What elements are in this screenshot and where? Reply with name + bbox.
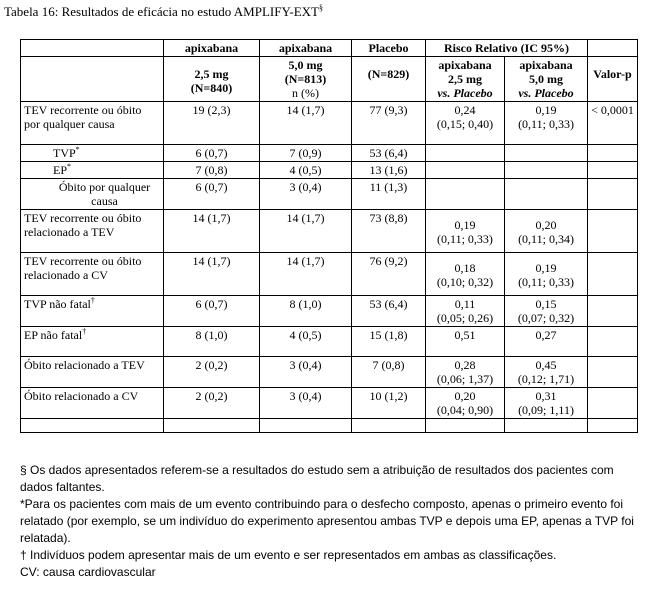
empty-cell — [352, 419, 426, 433]
footnote-mark: † — [90, 296, 95, 305]
table-row-empty — [21, 419, 638, 433]
rr2-line2: 5,0 mg — [529, 72, 563, 86]
cell-rr2: 0,15 (0,07; 0,32) — [505, 296, 588, 327]
cell-pvalue — [588, 145, 638, 162]
cell-rr1: 0,20 (0,04; 0,90) — [426, 388, 505, 419]
cell-apix25: 14 (1,7) — [164, 210, 260, 253]
cell-rr2: 0,19 (0,11; 0,33) — [505, 102, 588, 145]
rr1-line3: vs. Placebo — [437, 86, 493, 100]
footnote-mark: † — [82, 327, 87, 336]
row-label: TEV recorrente ou óbito relacionado a TEV — [21, 210, 164, 253]
cell-rr1: 0,24 (0,15; 0,40) — [426, 102, 505, 145]
row-label: Óbito relacionado a CV — [21, 388, 164, 419]
cell-rr2 — [505, 179, 588, 210]
cell-apix25: 6 (0,7) — [164, 296, 260, 327]
rr1-line1: apixabana — [438, 58, 492, 72]
caption-footnote-mark: § — [319, 3, 323, 13]
row-label-text: EP — [53, 163, 68, 177]
row-label — [21, 145, 164, 162]
footnote-section: § Os dados apresentados referem-se a resultados do estudo sem a atribuição de resultados dos pacientes com dados faltantes. — [20, 463, 614, 494]
empty-cell — [505, 419, 588, 433]
cell-pvalue — [588, 162, 638, 179]
footnote-dagger: † Indivíduos podem apresentar mais de um evento e ser representados em ambas as classificações. — [20, 548, 557, 562]
cell-rr1 — [426, 162, 505, 179]
cell-rr1: 0,51 — [426, 327, 505, 357]
cell-apix50: 3 (0,4) — [260, 388, 352, 419]
footnote-cv: CV: causa cardiovascular — [20, 565, 156, 579]
table-row — [21, 357, 638, 388]
cell-rr1: 0,18 (0,10; 0,32) — [426, 253, 505, 296]
rr2-line1: apixabana — [519, 58, 573, 72]
row-label — [21, 162, 164, 179]
cell-placebo: 76 (9,2) — [352, 253, 426, 296]
table-row — [21, 388, 638, 419]
cell-rr2: 0,27 — [505, 327, 588, 357]
header-empty — [21, 40, 164, 57]
header-col3-top: Placebo — [352, 40, 426, 57]
row-label: Óbito relacionado a TEV — [21, 357, 164, 388]
cell-apix50: 8 (1,0) — [260, 296, 352, 327]
cell-rr2 — [505, 145, 588, 162]
cell-pvalue — [588, 179, 638, 210]
cell-pvalue: < 0,0001 — [588, 102, 638, 145]
cell-apix25: 6 (0,7) — [164, 145, 260, 162]
cell-placebo: 13 (1,6) — [352, 162, 426, 179]
table-row — [21, 179, 638, 210]
efficacy-table — [20, 39, 638, 433]
table-row — [21, 145, 638, 162]
header-col2-bottom — [260, 57, 352, 102]
table-row — [21, 210, 638, 253]
row-label: TEV recorrente ou óbito relacionado a CV — [21, 253, 164, 296]
header-empty-2 — [21, 57, 164, 102]
table-row — [21, 327, 638, 357]
empty-cell — [588, 419, 638, 433]
cell-apix50: 14 (1,7) — [260, 210, 352, 253]
cell-rr1 — [426, 145, 505, 162]
cell-apix25: 8 (1,0) — [164, 327, 260, 357]
cell-apix25: 6 (0,7) — [164, 179, 260, 210]
footnote-mark: * — [75, 145, 80, 154]
cell-apix50: 3 (0,4) — [260, 179, 352, 210]
row-label: TEV recorrente ou óbito por qualquer causa — [21, 102, 164, 145]
footnote-asterisk: *Para os pacientes com mais de um evento contribuindo para o desfecho composto, apenas o primeiro evento foi relatado (por exemplo, se um indivíduo do experimento apresentou ambas TVP e depois uma EP, apenas a TVP foi relatada). — [20, 497, 634, 545]
cell-rr1: 0,11 (0,05; 0,26) — [426, 296, 505, 327]
header-empty-right — [588, 40, 638, 57]
cell-apix25: 2 (0,2) — [164, 388, 260, 419]
cell-rr2: 0,31 (0,09; 1,11) — [505, 388, 588, 419]
header-col3-bottom: (N=829) — [352, 57, 426, 102]
header-pvalue: Valor-p — [588, 57, 638, 102]
cell-placebo: 77 (9,3) — [352, 102, 426, 145]
header-rr2 — [505, 57, 588, 102]
cell-pvalue — [588, 210, 638, 253]
cell-apix50: 3 (0,4) — [260, 357, 352, 388]
footnotes — [20, 462, 640, 581]
cell-pvalue — [588, 296, 638, 327]
cell-rr2: 0,20 (0,11; 0,34) — [505, 210, 588, 253]
cell-pvalue — [588, 388, 638, 419]
cell-placebo: 73 (8,8) — [352, 210, 426, 253]
row-label: Óbito por qualquer causa — [21, 179, 164, 210]
rr2-line3: vs. Placebo — [518, 86, 574, 100]
cell-pvalue — [588, 253, 638, 296]
caption-text: Tabela 16: Resultados de eficácia no estudo AMPLIFY-EXT — [4, 4, 319, 19]
cell-rr2 — [505, 162, 588, 179]
table-row — [21, 296, 638, 327]
footnote-mark: * — [67, 162, 72, 171]
rr1-line2: 2,5 mg — [448, 72, 482, 86]
cell-apix50: 14 (1,7) — [260, 253, 352, 296]
cell-apix25: 19 (2,3) — [164, 102, 260, 145]
cell-placebo: 7 (0,8) — [352, 357, 426, 388]
row-label-text: TVP não fatal — [24, 297, 91, 311]
cell-apix25: 14 (1,7) — [164, 253, 260, 296]
row-label-text: EP não fatal — [24, 328, 83, 342]
header-rr: Risco Relativo (IC 95%) — [426, 40, 588, 57]
header-col1-top: apixabana — [164, 40, 260, 57]
header-col1-bottom: 2,5 mg (N=840) — [164, 57, 260, 102]
cell-apix50: 7 (0,9) — [260, 145, 352, 162]
cell-apix50: 4 (0,5) — [260, 162, 352, 179]
header-row-2 — [21, 57, 638, 102]
row-label — [21, 327, 164, 357]
row-label — [21, 296, 164, 327]
header-row-1 — [21, 40, 638, 57]
cell-apix50: 14 (1,7) — [260, 102, 352, 145]
header-rr1 — [426, 57, 505, 102]
cell-pvalue — [588, 327, 638, 357]
cell-placebo: 53 (6,4) — [352, 296, 426, 327]
cell-placebo: 11 (1,3) — [352, 179, 426, 210]
table-row — [21, 102, 638, 145]
table-row — [21, 162, 638, 179]
header-col2-dose: 5,0 mg (N=813) — [284, 58, 327, 86]
cell-rr1 — [426, 179, 505, 210]
cell-rr1: 0,19 (0,11; 0,33) — [426, 210, 505, 253]
table-row — [21, 253, 638, 296]
cell-rr2: 0,45 (0,12; 1,71) — [505, 357, 588, 388]
cell-apix25: 7 (0,8) — [164, 162, 260, 179]
cell-apix25: 2 (0,2) — [164, 357, 260, 388]
cell-rr1: 0,28 (0,06; 1,37) — [426, 357, 505, 388]
header-col2-unit: n (%) — [292, 86, 319, 100]
empty-cell — [164, 419, 260, 433]
cell-placebo: 15 (1,8) — [352, 327, 426, 357]
table-caption — [4, 4, 323, 20]
cell-rr2: 0,19 (0,11; 0,33) — [505, 253, 588, 296]
cell-apix50: 4 (0,5) — [260, 327, 352, 357]
cell-placebo: 10 (1,2) — [352, 388, 426, 419]
empty-cell — [260, 419, 352, 433]
header-col2-top: apixabana — [260, 40, 352, 57]
row-label-text: TVP — [53, 146, 76, 160]
cell-placebo: 53 (6,4) — [352, 145, 426, 162]
empty-cell — [21, 419, 164, 433]
cell-pvalue — [588, 357, 638, 388]
empty-cell — [426, 419, 505, 433]
